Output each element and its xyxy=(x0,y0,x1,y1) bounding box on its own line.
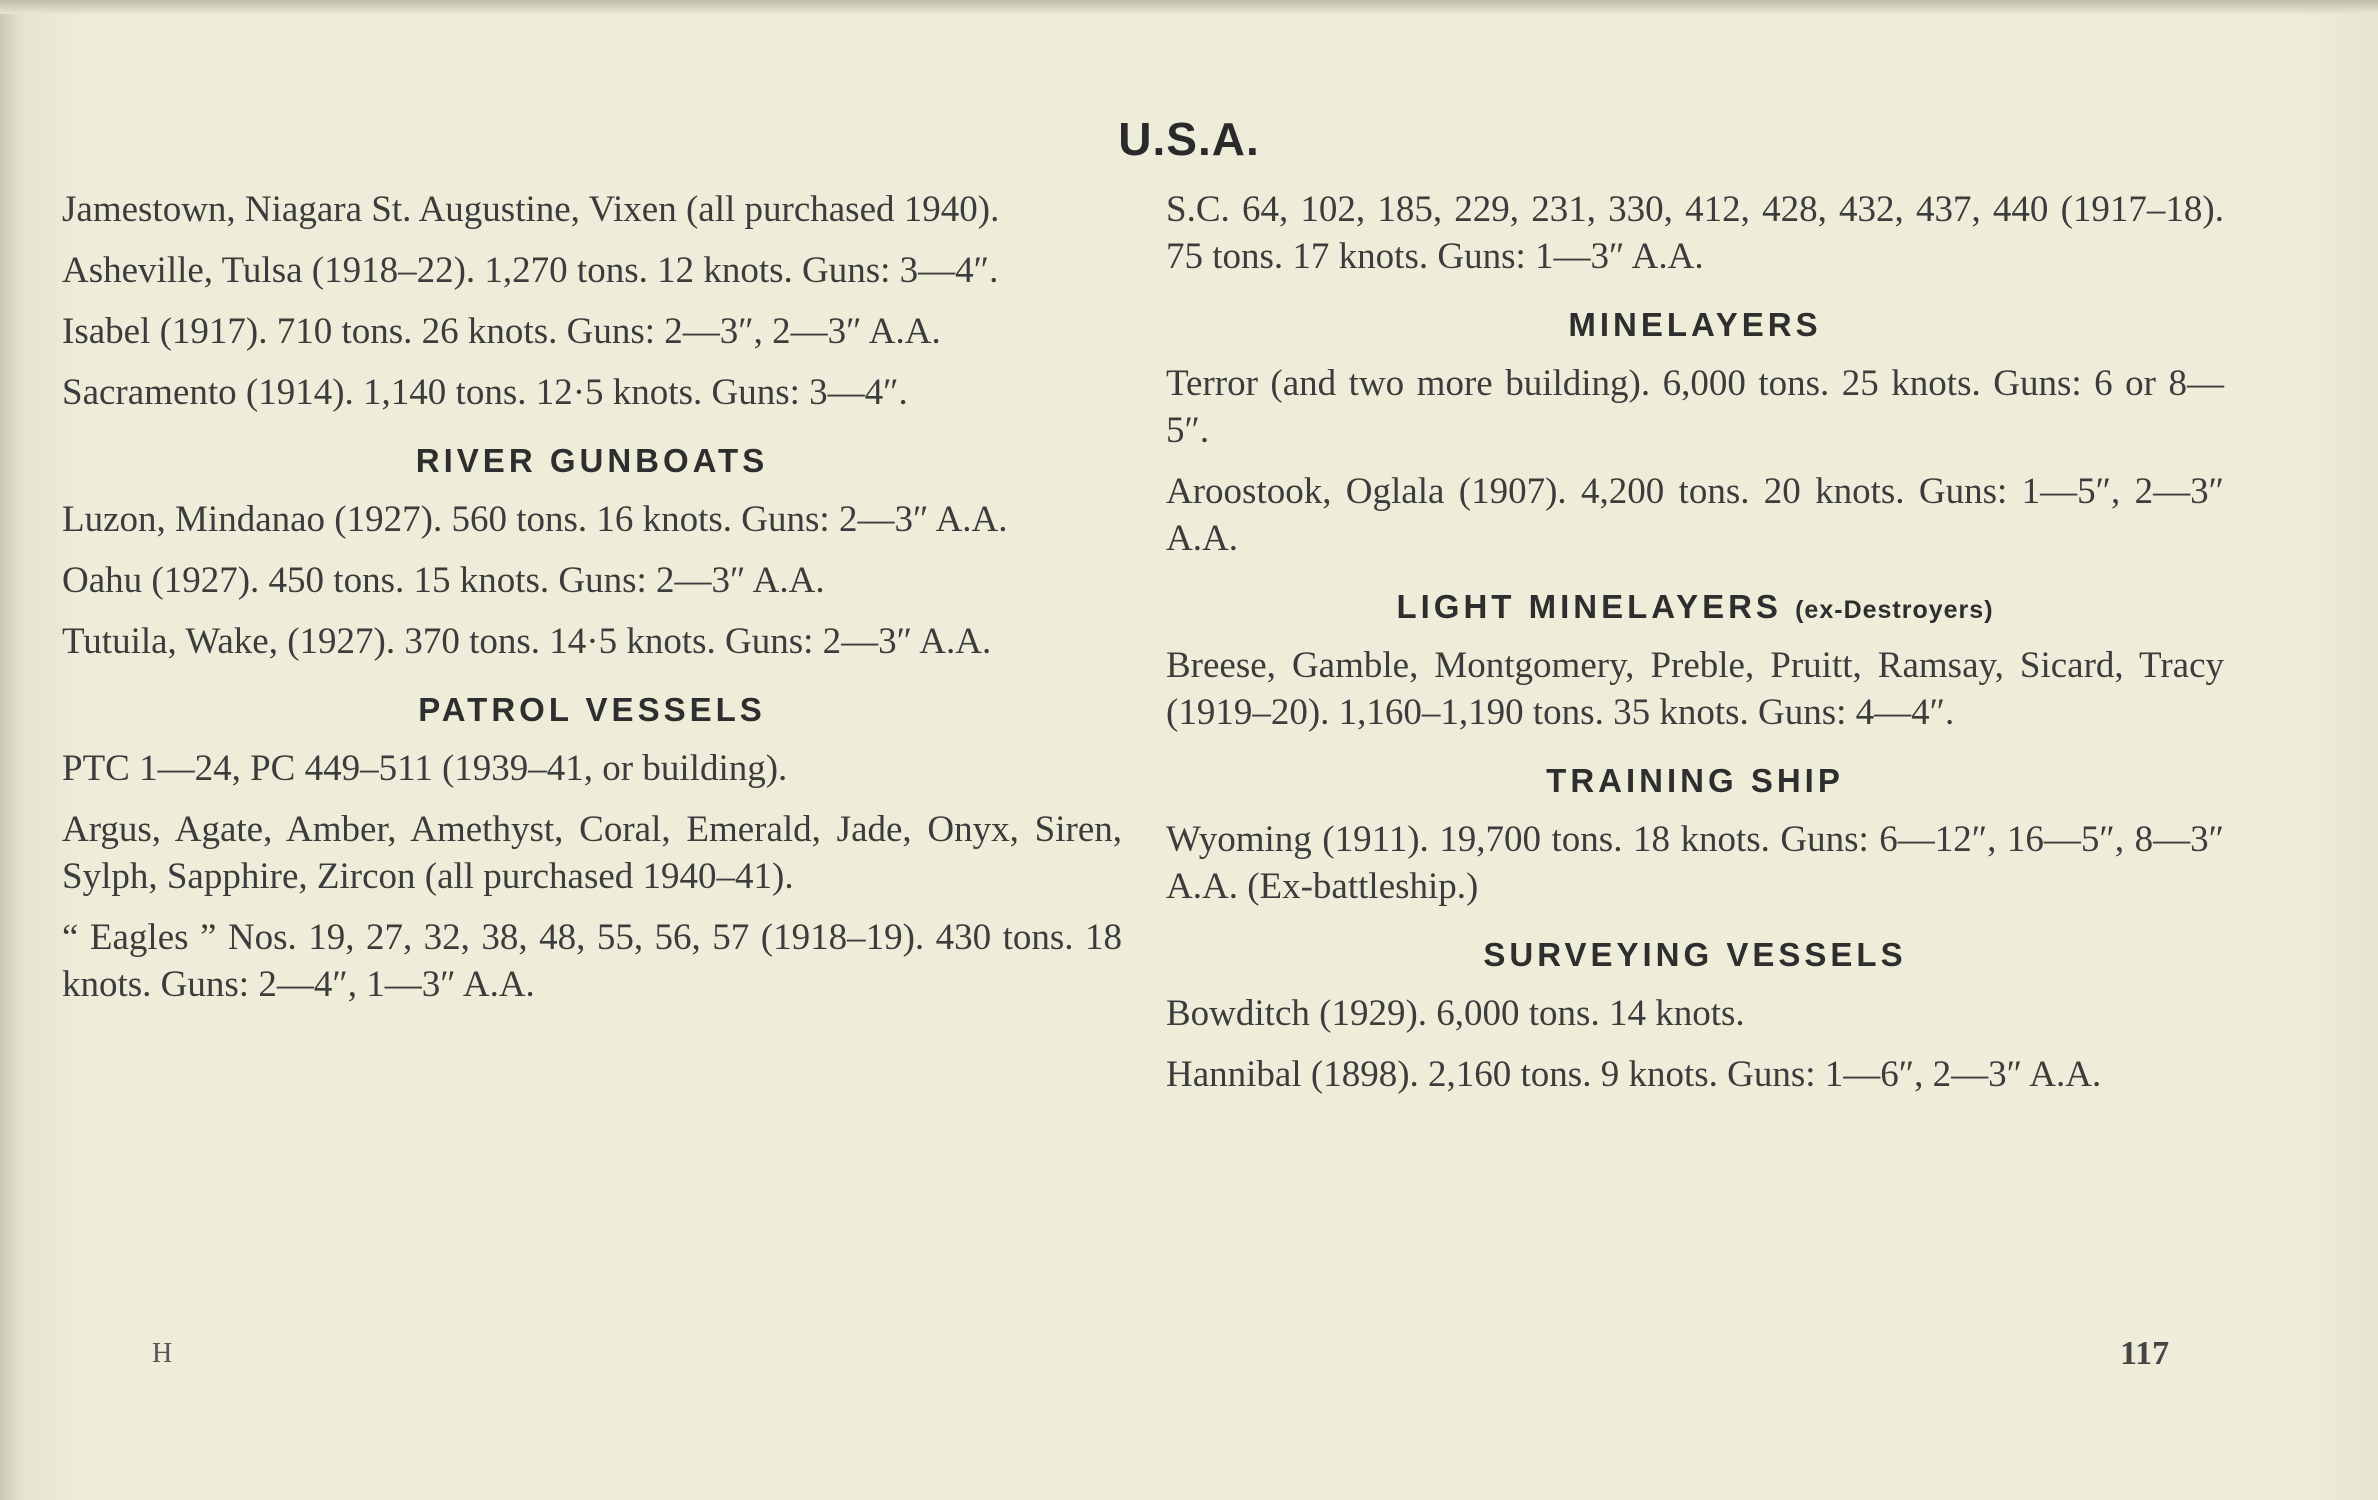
heading-minelayers: MINELAYERS xyxy=(1568,306,1822,343)
heading-light-minelayers xyxy=(1166,588,2224,626)
heading-light-minelayers-sub: (ex-Destroyers) xyxy=(1795,596,1994,624)
entry-luzon: Luzon, Mindanao (1927). 560 tons. 16 knots. Guns: 2—3″ A.A. xyxy=(62,499,1008,540)
page-number: 117 xyxy=(2120,1335,2170,1372)
footer-signature-mark: H xyxy=(152,1338,173,1369)
heading-patrol-vessels: PATROL VESSELS xyxy=(418,691,766,728)
entry-eagles: “ Eagles ” Nos. 19, 27, 32, 38, 48, 55, 56, 57 (1918–19). 430 tons. 18 knots. Guns: 2—4″, 1—3″ A.A. xyxy=(62,917,1122,1005)
entry-oahu: Oahu (1927). 450 tons. 15 knots. Guns: 2—3″ A.A. xyxy=(62,560,825,601)
entry-asheville: Asheville, Tulsa (1918–22). 1,270 tons. 12 knots. Guns: 3—4″. xyxy=(62,250,999,291)
page-top-edge xyxy=(0,0,2378,14)
entry-jamestown: Jamestown, Niagara St. Augustine, Vixen (all purchased 1940). xyxy=(62,189,1000,230)
heading-training-ship: TRAINING SHIP xyxy=(1546,762,1844,799)
heading-light-minelayers-text: LIGHT MINELAYERS xyxy=(1396,588,1782,625)
page-title: U.S.A. xyxy=(1118,113,1260,165)
entry-bowditch: Bowditch (1929). 6,000 tons. 14 knots. xyxy=(1166,993,1745,1034)
entry-tutuila: Tutuila, Wake, (1927). 370 tons. 14·5 knots. Guns: 2—3″ A.A. xyxy=(62,621,992,662)
entry-breese: Breese, Gamble, Montgomery, Preble, Pruitt, Ramsay, Sicard, Tracy (1919–20). 1,160–1,190 tons. 35 knots. Guns: 4—4″. xyxy=(1166,645,2224,733)
left-column xyxy=(62,186,1122,1022)
entry-argus: Argus, Agate, Amber, Amethyst, Coral, Emerald, Jade, Onyx, Siren, Sylph, Sapphire, Zircon (all purchased 1940–41). xyxy=(62,809,1122,897)
heading-river-gunboats: RIVER GUNBOATS xyxy=(415,442,769,479)
entry-aroostook: Aroostook, Oglala (1907). 4,200 tons. 20 knots. Guns: 1—5″, 2—3″ A.A. xyxy=(1166,471,2224,559)
entry-ptc: PTC 1—24, PC 449–511 (1939–41, or building). xyxy=(62,748,788,789)
entry-wyoming: Wyoming (1911). 19,700 tons. 18 knots. Guns: 6—12″, 16—5″, 8—3″ A.A. (Ex-battleship.) xyxy=(1166,819,2224,907)
heading-surveying-vessels: SURVEYING VESSELS xyxy=(1483,936,1907,973)
entry-isabel: Isabel (1917). 710 tons. 26 knots. Guns: 2—3″, 2—3″ A.A. xyxy=(62,311,941,352)
entry-terror: Terror (and two more building). 6,000 tons. 25 knots. Guns: 6 or 8—5″. xyxy=(1166,363,2224,451)
right-column xyxy=(1166,186,2224,1112)
entry-sacramento: Sacramento (1914). 1,140 tons. 12·5 knots. Guns: 3—4″. xyxy=(62,372,908,413)
entry-sc: S.C. 64, 102, 185, 229, 231, 330, 412, 428, 432, 437, 440 (1917–18). 75 tons. 17 knots. Guns: 1—3″ A.A. xyxy=(1166,189,2224,277)
entry-hannibal: Hannibal (1898). 2,160 tons. 9 knots. Guns: 1—6″, 2—3″ A.A. xyxy=(1166,1054,2102,1095)
